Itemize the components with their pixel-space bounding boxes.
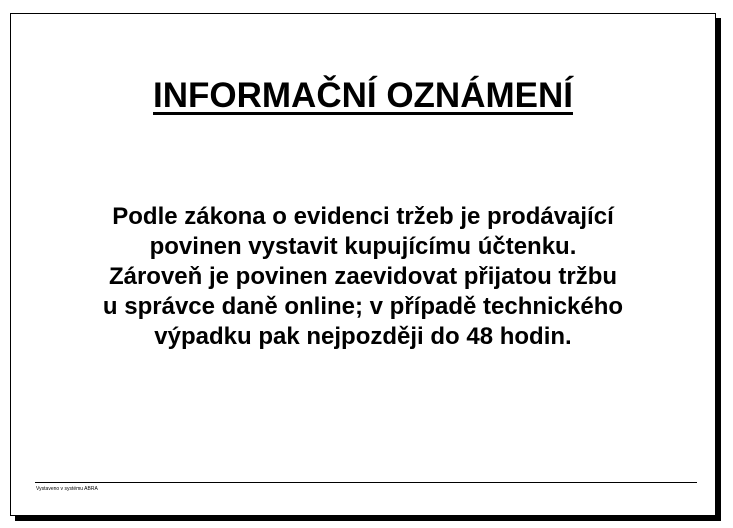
notice-title [11,74,715,118]
notice-page [10,13,716,516]
footer-note: Vystaveno v systému ABRA [36,486,98,492]
notice-body-line: u správce daně online; v případě technického [102,293,624,320]
notice-body-line: Zároveň je povinen zaevidovat přijatou tržbu [108,263,618,290]
notice-body-line: Podle zákona o evidenci tržeb je prodávající [112,203,614,230]
notice-title-text: INFORMAČNÍ OZNÁMENÍ [153,76,573,115]
footer-divider [35,482,697,483]
notice-body-line: povinen vystavit kupujícímu účtenku. [149,233,577,260]
notice-body [31,202,695,352]
notice-body-line: výpadku pak nejpozději do 48 hodin. [154,323,572,350]
